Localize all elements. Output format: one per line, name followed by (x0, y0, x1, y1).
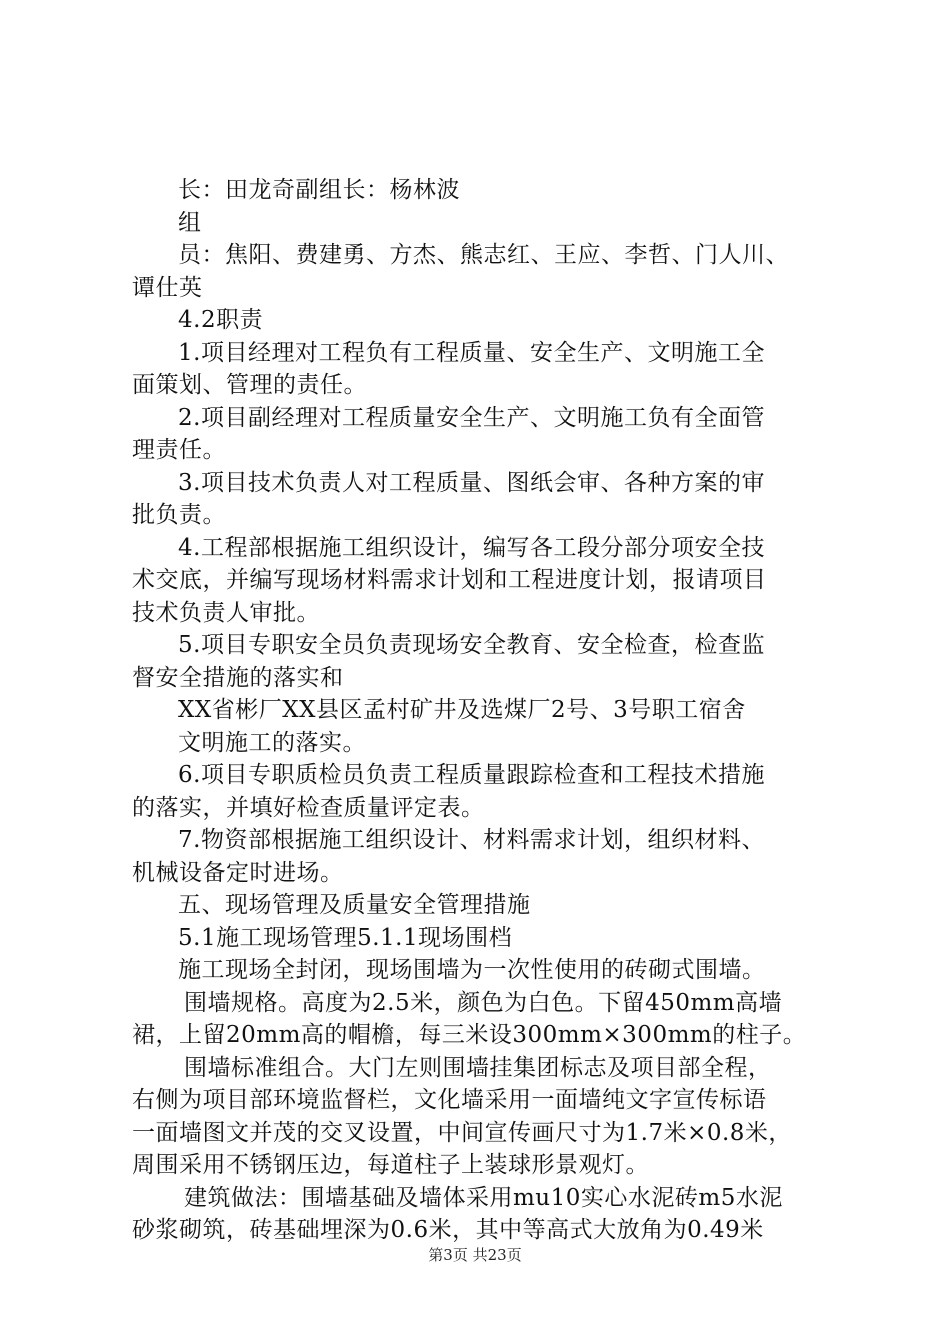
text-line: 7.物资部根据施工组织设计、材料需求计划，组织材料、 (178, 827, 765, 853)
text-line: 员：焦阳、费建勇、方杰、熊志红、王应、李哲、门人川、 (178, 242, 789, 268)
text-line: 施工现场全封闭，现场围墙为一次性使用的砖砌式围墙。 (178, 957, 766, 983)
text-line: 面策划、管理的责任。 (132, 372, 367, 398)
text-line: 裙，上留20mm高的帽檐，每三米设300mm×300mm的柱子。 (132, 1022, 807, 1048)
text-line: 谭仕英 (132, 274, 203, 301)
text-line: 围墙规格。高度为2.5米，颜色为白色。下留450mm高墙 (184, 989, 783, 1016)
text-line: 理责任。 (132, 437, 226, 463)
text-line: 围墙标准组合。大门左则围墙挂集团标志及项目部全程， (184, 1054, 772, 1081)
text-line: 1.项目经理对工程负有工程质量、安全生产、文明施工全 (178, 339, 765, 366)
text-line: 技术负责人审批。 (132, 599, 320, 626)
text-line: 5.项目专职安全员负责现场安全教育、安全检查，检查监 (178, 632, 765, 658)
text-line: 4.2职责 (178, 307, 264, 333)
text-line: 长：田龙奇副组长：杨林波 (178, 177, 460, 203)
text-line: 3.项目技术负责人对工程质量、图纸会审、各种方案的审 (178, 469, 765, 496)
document-body (132, 174, 840, 1247)
text-line: 右侧为项目部环境监督栏，文化墙采用一面墙纯文字宣传标语 (132, 1087, 767, 1113)
text-line: 督安全措施的落实和 (132, 664, 344, 691)
text-line: 术交底，并编写现场材料需求计划和工程进度计划，报请项目 (132, 567, 767, 593)
text-line: 批负责。 (132, 502, 226, 528)
subsection-heading: 5.1施工现场管理5.1.1现场围档 (178, 924, 513, 951)
text-line: 建筑做法：围墙基础及墙体采用mu10实心水泥砖m5水泥 (184, 1184, 783, 1211)
text-line: 砂浆砌筑，砖基础埋深为0.6米，其中等高式大放角为0.49米 (132, 1217, 764, 1243)
page-number-label: 第3页 共23页 (428, 1246, 522, 1264)
text-line: 文明施工的落实。 (178, 729, 366, 756)
text-line: 组 (178, 209, 202, 236)
text-line: XX省彬厂XX县区孟村矿井及选煤厂2号、3号职工宿舍 (178, 697, 746, 723)
text-line: 的落实，并填好检查质量评定表。 (132, 794, 485, 821)
text-line: 2.项目副经理对工程质量安全生产、文明施工负有全面管 (178, 404, 765, 431)
text-line: 机械设备定时进场。 (132, 859, 344, 886)
text-line: 6.项目专职质检员负责工程质量跟踪检查和工程技术措施 (178, 762, 765, 788)
page-footer (0, 1244, 950, 1265)
text-line: 4.工程部根据施工组织设计，编写各工段分部分项安全技 (178, 534, 765, 561)
text-line: 一面墙图文并茂的交叉设置，中间宣传画尺寸为1.7米×0.8米， (132, 1119, 792, 1146)
text-line: 周围采用不锈钢压边，每道柱子上装球形景观灯。 (132, 1152, 649, 1178)
section-heading: 五、现场管理及质量安全管理措施 (178, 892, 531, 918)
